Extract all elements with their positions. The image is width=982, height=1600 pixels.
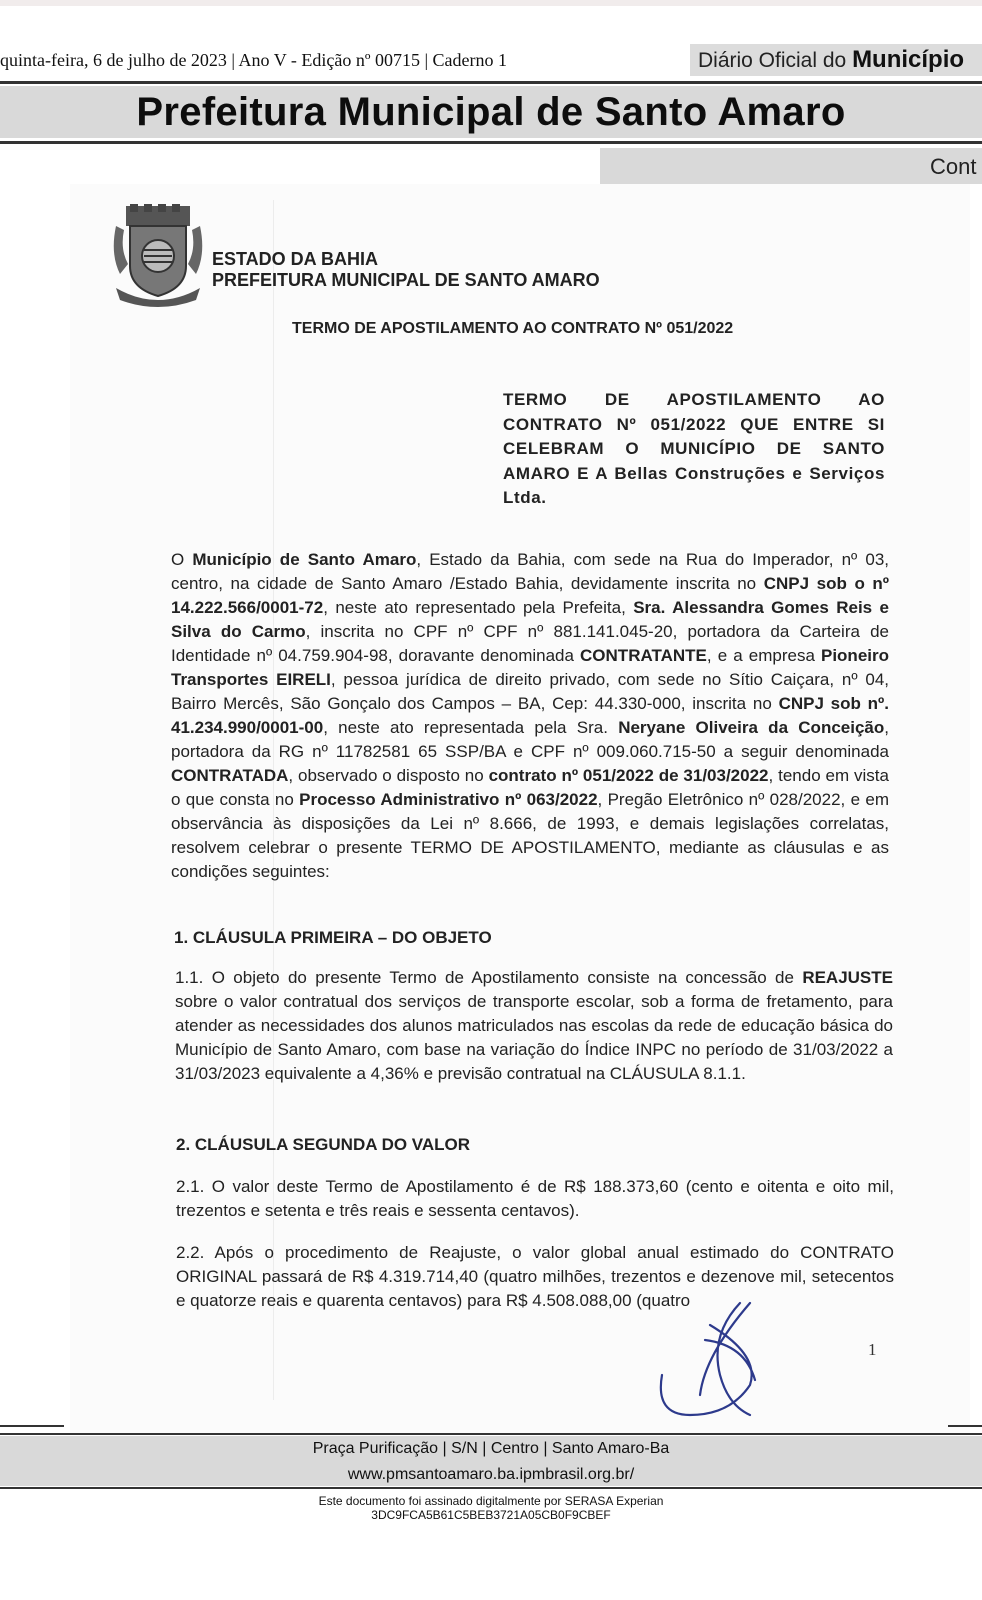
- page-title: Prefeitura Municipal de Santo Amaro: [136, 90, 846, 134]
- brand-prefix: Diário Oficial do: [698, 49, 853, 72]
- brand-bold: Município: [852, 46, 965, 73]
- text: 1.1. O objeto do presente Termo de Apostilamento consiste na concessão de: [175, 968, 803, 987]
- bold-text: CNPJ sob nº. 41.234.990/0001-00: [171, 694, 889, 737]
- text: , Estado da Bahia, com sede na Rua do Imperador, nº 03, centro, na cidade de Santo Amaro /Estado Bahia, devidamente inscrita no: [171, 550, 890, 593]
- bold-text: Pioneiro Transportes EIRELI: [171, 646, 889, 689]
- footer-rule: [0, 1433, 982, 1435]
- bold-text: Município de Santo Amaro: [192, 550, 417, 569]
- digital-signature-note: Este documento foi assinado digitalmente por SERASA Experian: [318, 1494, 664, 1508]
- clause-1-heading: 1. CLÁUSULA PRIMEIRA – DO OBJETO: [174, 928, 492, 947]
- digital-signature-hash: 3DC9FCA5B61C5BEB3721A05CB0F9CBEF: [371, 1508, 611, 1522]
- clause-2-2: 2.2. Após o procedimento de Reajuste, o valor global anual estimado do CONTRATO ORIGINAL passará de R$ 4.319.714,40 (quatro milhões, trezentos e dezenove mil, setecentos e quatorze reais e quarenta centavos) para R$ 4.508.088,00 (quatro: [176, 1243, 894, 1310]
- footer-rule-bottom: [0, 1487, 982, 1489]
- intro-paragraph: [171, 548, 889, 884]
- text: , pessoa jurídica de direito privado, com sede no Sítio Caiçara, nº 04, Bairro Mercês, São Gonçalo dos Campos – BA, Cep: 44.330-000, inscrita no: [171, 670, 890, 713]
- text: sobre o valor contratual dos serviços de transporte escolar, sob a forma de fretamento, para atender as necessidades dos alunos matriculados nas escolas da rede de educação básica do Município de Santo Amaro, com base na variação do Índice INPC no período de 31/03/2022 a 31/03/2023 equivalente a 4,36% e previsão contratual na CLÁUSULA 8.1.1.: [175, 992, 893, 1083]
- section-tab-label: Cont: [930, 154, 977, 179]
- text: , Pregão Eletrônico nº 028/2022, e em observância às disposições da Lei nº 8.666, de 1993, e demais legislações correlatas, resolvem celebrar o presente TERMO DE APOSTILAMENTO, mediante as cláusulas e as condições seguintes:: [171, 790, 889, 881]
- header-rule-bottom: [0, 141, 982, 144]
- bold-text: CONTRATANTE: [580, 646, 707, 665]
- footer-website-link[interactable]: www.pmsantoamaro.ba.ipmbrasil.org.br/: [347, 1466, 635, 1483]
- footer-bar: [0, 1436, 982, 1486]
- text: , neste ato representada pela Sra.: [323, 718, 619, 737]
- title-bar: [0, 86, 982, 138]
- bold-text: Neryane Oliveira da Conceição: [618, 718, 885, 737]
- text: O: [171, 550, 193, 569]
- issuer-block: [212, 249, 600, 291]
- document-title: TERMO DE APOSTILAMENTO AO CONTRATO Nº 051/2022: [292, 320, 734, 337]
- estado-label: ESTADO DA BAHIA: [212, 249, 378, 269]
- bold-text: Sra. Alessandra Gomes Reis e Silva do Carmo: [171, 598, 889, 641]
- clause-2-1: 2.1. O valor deste Termo de Apostilamento é de R$ 188.373,60 (cento e oitenta e oito mil, trezentos e setenta e três reais e sessenta centavos).: [176, 1177, 894, 1220]
- page-number: 1: [868, 1340, 877, 1359]
- text: , observado o disposto no: [288, 766, 489, 785]
- bold-text: Processo Administrativo nº 063/2022: [299, 790, 598, 809]
- text: , tendo em vista o que consta no: [171, 766, 889, 809]
- section-tab: [600, 148, 982, 184]
- bold-text: contrato nº 051/2022 de 31/03/2022: [488, 766, 769, 785]
- prefeitura-label: PREFEITURA MUNICIPAL DE SANTO AMARO: [212, 270, 600, 290]
- bold-text: CONTRATADA: [171, 766, 289, 785]
- text: , neste ato representado pela Prefeita,: [323, 598, 634, 617]
- footer-rule-left: [0, 1425, 64, 1427]
- municipal-crest-icon: [108, 204, 208, 312]
- footer-rule-right: [948, 1425, 982, 1427]
- edition-line: quinta-feira, 6 de julho de 2023 | Ano V - Edição nº 00715 | Caderno 1: [0, 50, 508, 70]
- text: , inscrita no CPF nº CPF nº 881.141.045-20, portadora da Carteira de Identidade nº 04.759.904-98, doravante denominada: [171, 622, 889, 665]
- bold-text: CNPJ sob o nº 14.222.566/0001-72: [171, 574, 889, 617]
- clause-1-1: [175, 966, 893, 1086]
- clause-2-heading: 2. CLÁUSULA SEGUNDA DO VALOR: [176, 1135, 471, 1154]
- handwritten-signature-icon: [650, 1295, 770, 1425]
- text: , portadora da RG nº 11782581 65 SSP/BA e CPF nº 009.060.715-50 a seguir denominada: [171, 718, 889, 761]
- diario-oficial-brand: [690, 44, 982, 76]
- footer-address: Praça Purificação | S/N | Centro | Santo Amaro-Ba: [312, 1440, 670, 1457]
- header-rule: [0, 81, 982, 84]
- top-edge: [0, 0, 982, 6]
- text: , e a empresa: [706, 646, 821, 665]
- ementa: TERMO DE APOSTILAMENTO AO CONTRATO Nº 051/2022 QUE ENTRE SI CELEBRAM O MUNICÍPIO DE SANTO AMARO E A Bellas Construções e Serviços Ltda.: [503, 390, 885, 507]
- bold-text: REAJUSTE: [802, 968, 893, 987]
